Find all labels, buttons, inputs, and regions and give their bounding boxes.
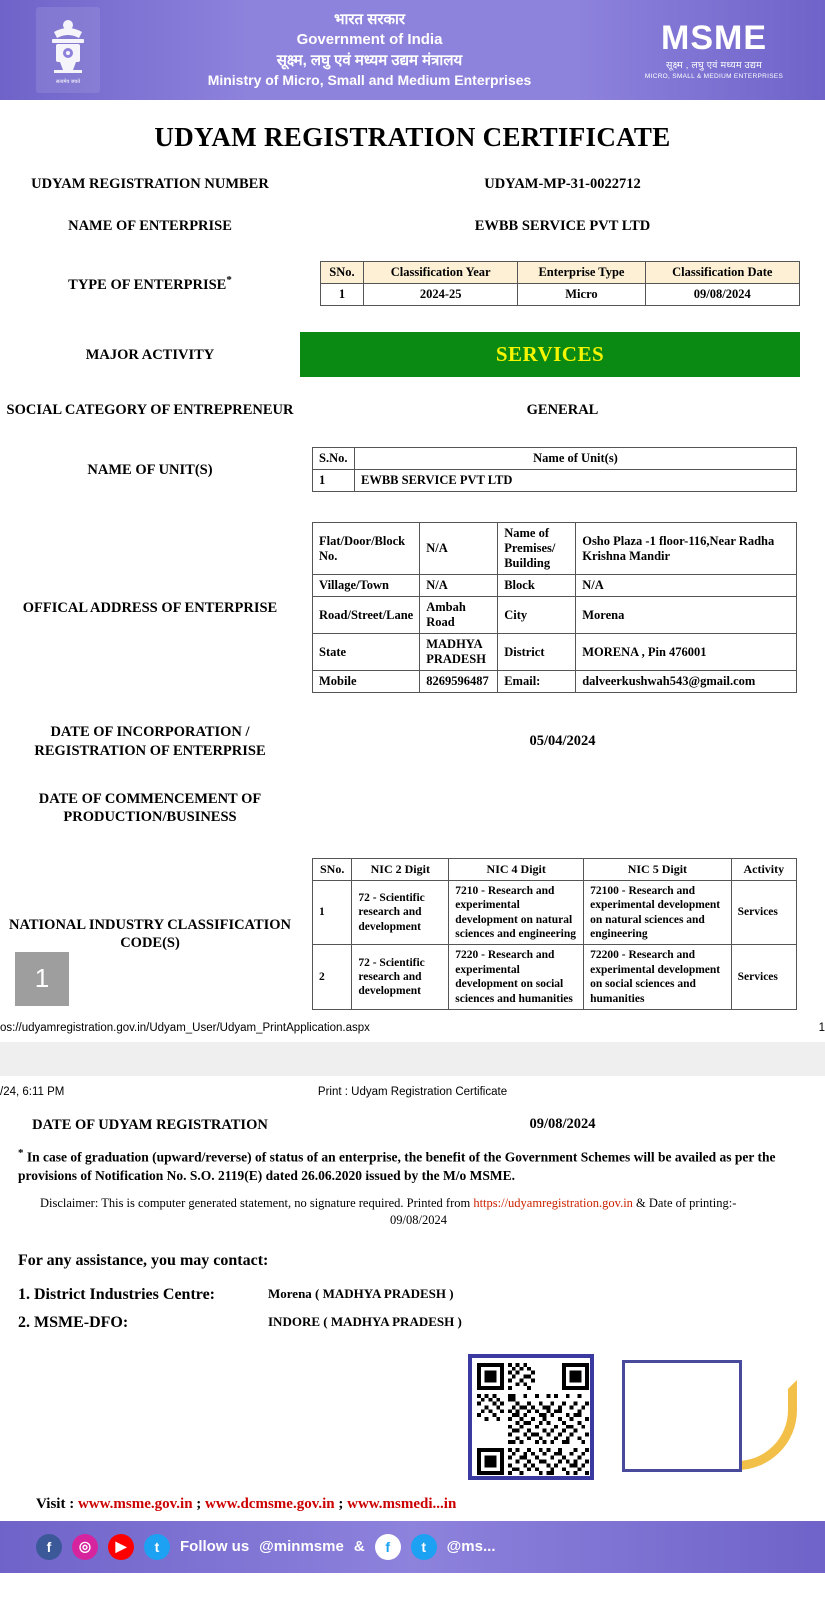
th-nic-5-digit: NIC 5 Digit (584, 858, 732, 880)
cell-classification-date: 09/08/2024 (645, 284, 799, 306)
cell-nic-2-digit: 72 - Scientific research and development (352, 880, 449, 945)
signature-box (622, 1360, 742, 1472)
twitter-icon[interactable]: t (144, 1534, 170, 1560)
th-classification-year: Classification Year (363, 262, 517, 284)
table-row (313, 634, 797, 671)
national-emblem-icon (36, 7, 100, 93)
cell-value-block: N/A (576, 575, 797, 597)
cell-classification-year: 2024-25 (363, 284, 517, 306)
th-nic-activity: Activity (731, 858, 796, 880)
page-separator (0, 1042, 825, 1076)
social-footer (0, 1521, 825, 1573)
disclaimer-suffix: & Date of printing:- (632, 1195, 737, 1210)
type-of-enterprise-table-wrap (300, 257, 825, 310)
cell-value-state: MADHYA PRADESH (420, 634, 498, 671)
cell-key-flat-door-block: Flat/Door/Block No. (313, 523, 420, 575)
cell-enterprise-type: Micro (518, 284, 645, 306)
svg-text:सत्यमेव जयते: सत्यमेव जयते (55, 79, 81, 85)
print-header (0, 1076, 825, 1112)
row-name-of-enterprise (0, 213, 825, 239)
handle-msme: @ms... (446, 1538, 496, 1556)
handle-minmsme: @minmsme (259, 1538, 344, 1556)
cell-key-premises: Name of Premises/ Building (498, 523, 576, 575)
header-banner (0, 0, 825, 100)
value-date-of-commencement (300, 804, 825, 812)
table-row (313, 671, 797, 693)
footer-page-count: 1 (818, 1021, 825, 1034)
print-title: Print : Udyam Registration Certificate (317, 1085, 508, 1098)
label-official-address: OFFICAL ADDRESS OF ENTERPRISE (22, 599, 278, 616)
table-row (313, 597, 797, 634)
row-date-of-udyam-registration (0, 1112, 825, 1138)
contact-value: INDORE ( MADHYA PRADESH ) (268, 1313, 462, 1329)
address-table-wrap (300, 518, 825, 697)
th-nic-sno: SNo. (313, 858, 352, 880)
browser-url-footer (0, 1016, 825, 1042)
contact-value: Morena ( MADHYA PRADESH ) (268, 1285, 454, 1301)
contact-msme-dfo (0, 1304, 825, 1332)
msme-logo-text: MSME (661, 18, 767, 57)
cell-unit-sno: 1 (313, 470, 355, 492)
label-name-of-units: NAME OF UNIT(S) (87, 461, 213, 478)
value-name-of-enterprise: EWBB SERVICE PVT LTD (474, 217, 651, 234)
contact-label: 2. MSME-DFO: (18, 1313, 129, 1331)
row-major-activity (0, 328, 825, 381)
row-type-of-enterprise (0, 257, 825, 310)
label-udyam-registration-number: UDYAM REGISTRATION NUMBER (31, 176, 269, 192)
row-date-of-commencement (0, 786, 825, 830)
certificate-page-2 (0, 1076, 825, 1573)
cell-key-email: Email: (498, 671, 576, 693)
twitter-icon[interactable]: t (411, 1534, 437, 1560)
visit-line (0, 1496, 825, 1521)
cell-nic-activity: Services (731, 945, 796, 1010)
table-row (313, 523, 797, 575)
th-nic-4-digit: NIC 4 Digit (449, 858, 584, 880)
label-type-of-enterprise-text: TYPE OF ENTERPRISE (68, 276, 227, 293)
cell-nic-4-digit: 7210 - Research and experimental development on natural sciences and engineering (449, 880, 584, 945)
visit-separator-1: ; (192, 1495, 206, 1512)
row-official-address (0, 518, 825, 697)
msme-logo (639, 18, 789, 80)
label-name-of-enterprise: NAME OF ENTERPRISE (68, 218, 232, 235)
value-social-category: GENERAL (526, 401, 599, 418)
cell-value-city: Morena (576, 597, 797, 634)
classification-table (320, 261, 800, 306)
label-nic-codes: NATIONAL INDUSTRY CLASSIFICATION CODE(S) (8, 916, 292, 951)
row-nic-codes (0, 854, 825, 1014)
disclaimer (0, 1185, 825, 1230)
table-header-row (313, 448, 797, 470)
page-title: UDYAM REGISTRATION CERTIFICATE (154, 122, 671, 152)
assistance-heading: For any assistance, you may contact: (18, 1251, 269, 1269)
footer-url-text: os://udyamregistration.gov.in/Udyam_User/Udyam_PrintApplication.aspx (0, 1021, 370, 1034)
cell-nic-activity: Services (731, 880, 796, 945)
table-row (313, 880, 797, 945)
th-unit-name: Name of Unit(s) (355, 448, 797, 470)
cell-key-village-town: Village/Town (313, 575, 420, 597)
disclaimer-link[interactable]: https://udyamregistration.gov.in (473, 1195, 633, 1210)
cell-key-state: State (313, 634, 420, 671)
nic-table (312, 858, 797, 1010)
gov-title-hindi: भारत सरकार (333, 11, 406, 29)
label-social-category: SOCIAL CATEGORY OF ENTREPRENEUR (6, 402, 294, 419)
value-major-activity: SERVICES (300, 332, 800, 377)
qr-area (0, 1346, 825, 1496)
visit-separator-2: ; (334, 1495, 348, 1512)
msme-logo-subtitle-english: MICRO, SMALL & MEDIUM ENTERPRISES (644, 72, 784, 80)
instagram-icon[interactable]: ◎ (72, 1534, 98, 1560)
cell-value-village-town: N/A (420, 575, 498, 597)
qr-code[interactable] (468, 1354, 594, 1480)
row-date-of-incorporation (0, 719, 825, 763)
contact-district-industries-centre (0, 1276, 825, 1304)
table-row (313, 575, 797, 597)
disclaimer-prefix: Disclaimer: This is computer generated statement, no signature required. Printed from (40, 1195, 474, 1210)
cell-nic-4-digit: 7220 - Research and experimental development on social sciences and humanities (449, 945, 584, 1010)
major-activity-wrap (300, 328, 825, 381)
facebook-icon[interactable]: f (375, 1534, 401, 1560)
cell-nic-sno: 1 (313, 880, 352, 945)
ministry-title-hindi: सूक्ष्म, लघु एवं मध्यम उद्यम मंत्रालय (276, 51, 463, 69)
table-header-row (313, 858, 797, 880)
visit-prefix: Visit : (36, 1495, 78, 1512)
cell-key-district: District (498, 634, 576, 671)
th-sno: SNo. (321, 262, 364, 284)
table-row (313, 945, 797, 1010)
youtube-icon[interactable]: ▶ (108, 1534, 134, 1560)
cell-value-flat-door-block: N/A (420, 523, 498, 575)
cell-key-road-street-lane: Road/Street/Lane (313, 597, 420, 634)
value-date-of-udyam-registration: 09/08/2024 (529, 1116, 596, 1133)
th-nic-2-digit: NIC 2 Digit (352, 858, 449, 880)
graduation-note-text: In case of graduation (upward/reverse) of status of an enterprise, the benefit of the Government Schemes will be availed as per the provisions of Notification No. S.O. 2119(E) dated 26.06.2020 issued by the M/o MSME. (18, 1149, 776, 1183)
cell-value-mobile: 8269596487 (420, 671, 498, 693)
cell-nic-5-digit: 72200 - Research and experimental development on social sciences and humanities (584, 945, 732, 1010)
cell-key-city: City (498, 597, 576, 634)
ministry-title-english: Ministry of Micro, Small and Medium Enterprises (207, 71, 532, 88)
value-date-of-incorporation: 05/04/2024 (529, 733, 596, 749)
nic-table-wrap (300, 854, 825, 1014)
cell-unit-name: EWBB SERVICE PVT LTD (355, 470, 797, 492)
address-table (312, 522, 797, 693)
facebook-icon[interactable]: f (36, 1534, 62, 1560)
visit-site-dcmsme[interactable]: www.dcmsme.gov.in (205, 1495, 335, 1512)
units-table (312, 447, 797, 492)
cell-value-road-street-lane: Ambah Road (420, 597, 498, 634)
cell-value-email: dalveerkushwah543@gmail.com (576, 671, 797, 693)
cell-key-block: Block (498, 575, 576, 597)
table-header-row (321, 262, 800, 284)
label-date-of-commencement: DATE OF COMMENCEMENT OF PRODUCTION/BUSINESS (38, 790, 262, 825)
visit-site-msme[interactable]: www.msme.gov.in (77, 1495, 193, 1512)
value-udyam-registration-number: UDYAM-MP-31-0022712 (484, 175, 641, 192)
ministry-titles (100, 10, 639, 90)
unit-table-wrap (300, 443, 825, 496)
cell-nic-sno: 2 (313, 945, 352, 1010)
cell-value-district: MORENA , Pin 476001 (576, 634, 797, 671)
label-major-activity: MAJOR ACTIVITY (85, 346, 215, 363)
th-enterprise-type: Enterprise Type (518, 262, 645, 284)
cell-nic-5-digit: 72100 - Research and experimental development on natural sciences and engineering (584, 880, 732, 945)
row-social-category (0, 397, 825, 423)
table-row (321, 284, 800, 306)
cell-key-mobile: Mobile (313, 671, 420, 693)
table-row (313, 470, 797, 492)
follow-label: Follow us (180, 1538, 250, 1556)
th-classification-date: Classification Date (645, 262, 799, 284)
type-of-enterprise-asterisk: * (226, 273, 232, 286)
label-date-of-incorporation: DATE OF INCORPORATION / REGISTRATION OF ENTERPRISE (34, 724, 266, 759)
cell-sno: 1 (321, 284, 364, 306)
page-number-badge: 1 (15, 952, 69, 1006)
row-udyam-registration-number (0, 171, 825, 197)
visit-site-msmedi[interactable]: www.msmedi...in (347, 1495, 457, 1512)
gov-title-english: Government of India (296, 31, 443, 49)
follow-ampersand: & (353, 1538, 365, 1556)
graduation-note (0, 1140, 825, 1185)
msme-logo-subtitle-hindi: सूक्ष्म , लघु एवं मध्यम उद्यम (665, 59, 763, 71)
print-timestamp: /24, 6:11 PM (0, 1085, 65, 1098)
contact-label: 1. District Industries Centre: (18, 1285, 216, 1303)
row-name-of-units (0, 443, 825, 496)
cell-value-premises: Osho Plaza -1 floor-116,Near Radha Krishna Mandir (576, 523, 797, 575)
graduation-note-asterisk: * (18, 1147, 24, 1159)
label-type-of-enterprise (0, 270, 300, 298)
disclaimer-print-date: 09/08/2024 (390, 1213, 447, 1228)
label-date-of-udyam-registration: DATE OF UDYAM REGISTRATION (32, 1116, 268, 1133)
th-unit-sno: S.No. (313, 448, 355, 470)
cell-nic-2-digit: 72 - Scientific research and development (352, 945, 449, 1010)
